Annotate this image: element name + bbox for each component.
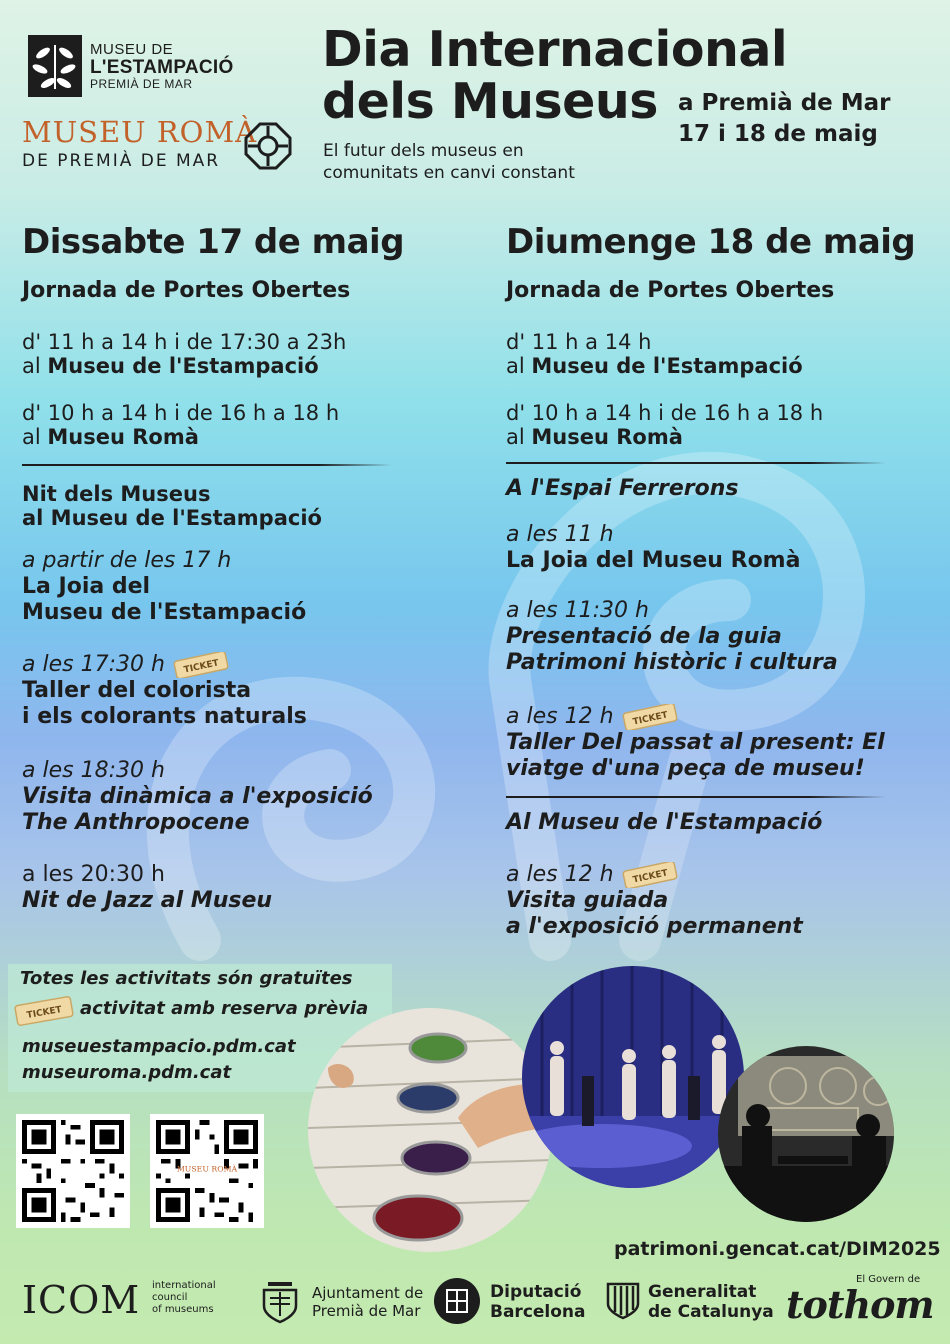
saturday-ev3-line1: Visita dinàmica a l'exposició — [22, 784, 373, 809]
sunday-open2 — [506, 401, 823, 449]
saturday-open2-place: Museu Romà — [47, 425, 199, 449]
sunday-open-title: Jornada de Portes Obertes — [506, 278, 835, 303]
title-dates: 17 i 18 de maig — [678, 121, 878, 147]
sunday-event3 — [506, 704, 885, 782]
ticket-label: TICKET — [183, 658, 220, 676]
saturday-open1 — [22, 330, 346, 378]
saturday-title: Dissabte 17 de maig — [22, 222, 405, 262]
subtitle-line1: El futur dels museus en — [323, 141, 524, 161]
icom-sub2: council — [152, 1292, 188, 1303]
generalitat-logo — [648, 1282, 774, 1322]
icom-sub1: international — [152, 1280, 216, 1291]
sunday-open1-place: Museu de l'Estampació — [531, 354, 803, 378]
icom-sub3: of museums — [152, 1304, 214, 1315]
saturday-ev3-time: a les 18:30 h — [22, 758, 165, 783]
qr-code-roma[interactable] — [150, 1114, 264, 1228]
sunday-ev4-line1: Visita guiada — [506, 888, 669, 913]
saturday-ev1-line1: La Joia del — [22, 574, 151, 599]
sunday-event2 — [506, 598, 838, 676]
saturday-divider — [22, 464, 392, 466]
qr-roma-logo-text: MUSEU ROMÀ — [176, 1164, 238, 1174]
sunday-ev3-line2: viatge d'una peça de museu! — [506, 756, 865, 781]
saturday-event3 — [22, 758, 373, 836]
qr-code-estampacio[interactable] — [16, 1114, 130, 1228]
saturday-ev2-time: a les 17:30 h — [22, 652, 165, 677]
sunday-ev3-time: a les 12 h — [506, 704, 614, 729]
roma-logo-line2: DE PREMIÀ DE MAR — [22, 151, 221, 171]
ticket-label: TICKET — [26, 1004, 63, 1021]
saturday-open1-prefix: al — [22, 354, 41, 378]
sunday-ev1-line1: La Joia del Museu Romà — [506, 548, 801, 573]
ticket-label: TICKET — [631, 710, 669, 728]
ticket-icon — [12, 996, 76, 1030]
saturday-event4 — [22, 862, 272, 914]
saturday-event1 — [22, 548, 306, 626]
sunday-open2-time: d' 10 h a 14 h i de 16 h a 18 h — [506, 401, 824, 425]
saturday-event2 — [22, 652, 307, 730]
sunday-title: Diumenge 18 de maig — [506, 222, 916, 262]
saturday-open2-time: d' 10 h a 14 h i de 16 h a 18 h — [22, 401, 340, 425]
gencat-url-link[interactable]: patrimoni.gencat.cat/DIM2025 — [614, 1238, 941, 1260]
sunday-open1-prefix: al — [506, 354, 525, 378]
saturday-open2-prefix: al — [22, 425, 41, 449]
sunday-ev4-time: a les 12 h — [506, 862, 614, 887]
sunday-open2-prefix: al — [506, 425, 525, 449]
saturday-open1-place: Museu de l'Estampació — [47, 354, 319, 378]
tothom-logo: tothom — [786, 1282, 934, 1327]
diputacio-seal-icon — [432, 1276, 482, 1326]
info-reservation: activitat amb reserva prèvia — [80, 998, 369, 1019]
sunday-ferrerons: A l'Espai Ferrerons — [506, 476, 739, 501]
sunday-ev2-line1: Presentació de la guia — [506, 624, 782, 649]
saturday-night-line1: Nit dels Museus — [22, 482, 211, 506]
ajuntament-logo — [312, 1284, 423, 1320]
saturday-open2 — [22, 401, 339, 449]
sunday-event1 — [506, 522, 800, 574]
saturday-ev3-line2: The Anthropocene — [22, 810, 250, 835]
generalitat-line2: de Catalunya — [648, 1302, 774, 1322]
sunday-estampacio: Al Museu de l'Estampació — [506, 810, 823, 835]
sunday-open1-time: d' 11 h a 14 h — [506, 330, 652, 354]
saturday-ev1-line2: Museu de l'Estampació — [22, 600, 307, 625]
roma-logo-line1: MUSEU ROMÀ — [22, 115, 258, 149]
mosaic-emblem-icon — [244, 122, 292, 170]
sunday-open1 — [506, 330, 803, 378]
title-line2: dels Museus — [322, 73, 658, 130]
museu-estampacio-logo — [28, 34, 234, 98]
ticket-icon — [620, 862, 680, 888]
saturday-ev4-time: a les 20:30 h — [22, 862, 165, 887]
generalitat-shield-icon — [606, 1280, 640, 1320]
sunday-open2-place: Museu Romà — [531, 425, 683, 449]
saturday-open-title: Jornada de Portes Obertes — [22, 278, 351, 303]
generalitat-line1: Generalitat — [648, 1282, 757, 1302]
title-place: a Premià de Mar — [678, 90, 891, 116]
saturday-ev1-time: a partir de les 17 h — [22, 548, 232, 573]
ajuntament-line2: Premià de Mar — [312, 1302, 421, 1320]
photo-jazz-concert — [522, 966, 744, 1188]
diputacio-line1: Diputació — [490, 1282, 582, 1302]
ticket-icon — [620, 704, 680, 730]
estampacio-logo-line1: MUSEU DE — [90, 40, 174, 58]
url-roma-link[interactable]: museuroma.pdm.cat — [22, 1062, 232, 1083]
icom-logo: ICOM — [22, 1278, 141, 1322]
footer-logos — [0, 1270, 950, 1344]
info-free: Totes les activitats són gratuïtes — [20, 968, 353, 989]
sunday-ev1-time: a les 11 h — [506, 522, 614, 547]
url-estampacio-link[interactable]: museuestampacio.pdm.cat — [22, 1036, 296, 1057]
subtitle — [323, 140, 575, 184]
museu-roma-logo — [22, 115, 302, 178]
estampacio-logo-line2: L'ESTAMPACIÓ — [90, 56, 234, 78]
ticket-label: TICKET — [631, 868, 669, 886]
ticket-icon — [171, 652, 231, 678]
saturday-night-line2: al Museu de l'Estampació — [22, 506, 322, 530]
saturday-ev2-line1: Taller del colorista — [22, 678, 252, 703]
sunday-divider2 — [506, 796, 886, 798]
subtitle-line2: comunitats en canvi constant — [323, 163, 575, 183]
sunday-ev2-line2: Patrimoni històric i cultura — [506, 650, 838, 675]
sunday-event4 — [506, 862, 803, 940]
saturday-night-title — [22, 482, 322, 530]
diputacio-line2: Barcelona — [490, 1302, 586, 1322]
sunday-ev3-line1: Taller Del passat al present: El — [506, 730, 885, 755]
sunday-ev2-time: a les 11:30 h — [506, 598, 649, 623]
photo-colorant-workshop — [308, 1008, 552, 1252]
saturday-ev2-line2: i els colorants naturals — [22, 704, 307, 729]
ajuntament-line1: Ajuntament de — [312, 1284, 424, 1302]
estampacio-logo-line3: PREMIÀ DE MAR — [90, 76, 193, 91]
sunday-ev4-line2: a l'exposició permanent — [506, 914, 803, 939]
saturday-open1-time: d' 11 h a 14 h i de 17:30 a 23h — [22, 330, 347, 354]
olive-branch-icon — [28, 35, 82, 97]
photo-mosaic-visit — [718, 1046, 894, 1222]
icom-subtitle — [152, 1280, 216, 1316]
saturday-ev4-line1: Nit de Jazz al Museu — [22, 888, 273, 913]
title-place-dates — [678, 88, 891, 150]
sunday-divider1 — [506, 462, 886, 464]
ajuntament-crest-icon — [260, 1276, 300, 1326]
govern-label: El Govern de — [856, 1274, 921, 1285]
diputacio-logo — [490, 1282, 586, 1322]
title-line1: Dia Internacional — [322, 21, 788, 78]
